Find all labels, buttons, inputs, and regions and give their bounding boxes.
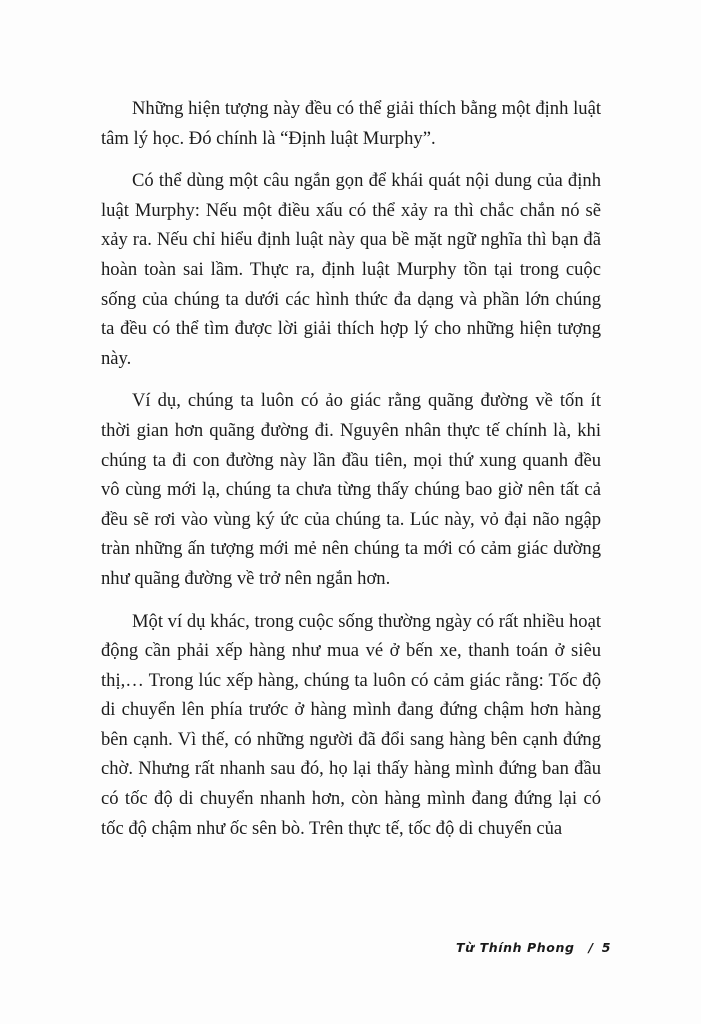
paragraph-murphy-definition: Có thể dùng một câu ngắn gọn để khái quát nội dung của định luật Murphy: Nếu một điều xấu có thể xảy ra thì chắc chắn nó sẽ xảy ra. Nếu chỉ hiểu định luật này qua bề mặt ngữ nghĩa thì bạn đã hoàn toàn sai lầm. Thực ra, định luật Murphy tồn tại trong cuộc sống của chúng ta dưới các hình thức đa dạng và phần lớn chúng ta đều có thể tìm được lời giải thích hợp lý cho những hiện tượng này. [101, 170, 601, 369]
paragraph-murphy-intro: Những hiện tượng này đều có thể giải thích bằng một định luật tâm lý học. Đó chính là “Định luật Murphy”. [101, 98, 601, 149]
footer-separator: / [588, 940, 594, 955]
body-text [101, 94, 601, 856]
page-number: 5 [601, 940, 612, 955]
footer-author: Từ Thính Phong [456, 940, 575, 955]
paragraph-queue-example: Một ví dụ khác, trong cuộc sống thường ngày có rất nhiều hoạt động cần phải xếp hàng như mua vé ở bến xe, thanh toán ở siêu thị,… Trong lúc xếp hàng, chúng ta luôn có cảm giác rằng: Tốc độ di chuyển lên phía trước ở hàng mình đang đứng chậm hơn hàng bên cạnh. Vì thế, có những người đã đổi sang hàng bên cạnh đứng chờ. Nhưng rất nhanh sau đó, họ lại thấy hàng mình đứng ban đầu có tốc độ di chuyển nhanh hơn, còn hàng mình đang đứng lại có tốc độ chậm như ốc sên bò. Trên thực tế, tốc độ di chuyển của [101, 610, 601, 839]
page-footer [430, 940, 610, 955]
paragraph-road-example: Ví dụ, chúng ta luôn có ảo giác rằng quãng đường về tốn ít thời gian hơn quãng đường đi. Nguyên nhân thực tế chính là, khi chúng ta đi con đường này lần đầu tiên, mọi thứ xung quanh đều vô cùng mới lạ, chúng ta chưa từng thấy chúng bao giờ nên tất cả đều sẽ rơi vào vùng ký ức của chúng ta. Lúc này, vỏ đại não ngập tràn những ấn tượng mới mẻ nên chúng ta mới có cảm giác dường như quãng đường về trở nên ngắn hơn. [101, 390, 601, 589]
